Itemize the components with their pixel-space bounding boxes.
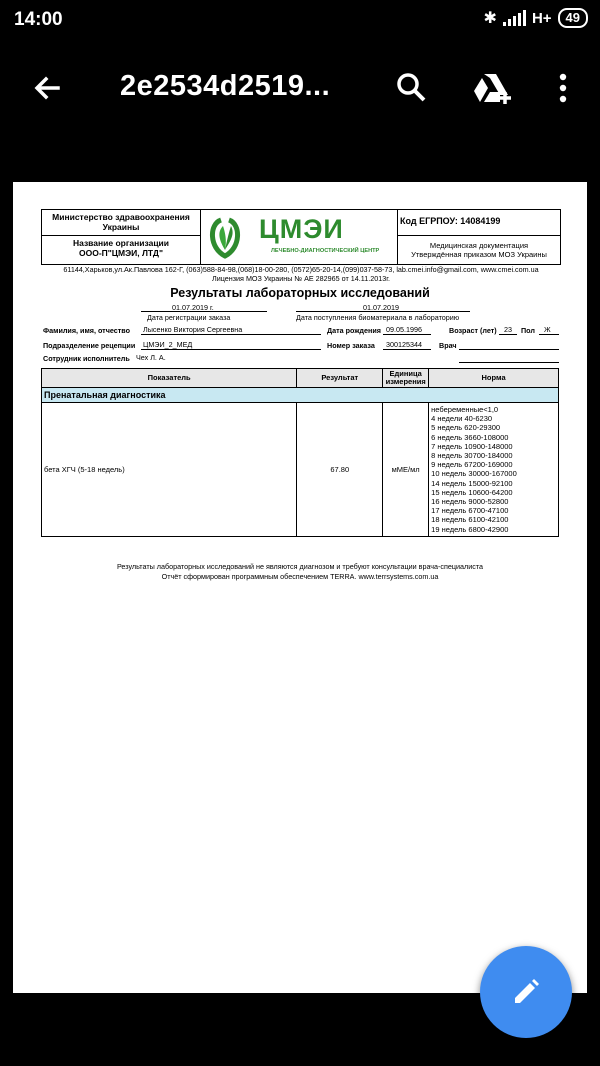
sex-value: Ж (544, 325, 551, 334)
norm-item: 10 недель 30000-167000 (431, 469, 517, 479)
birth-date: 09.05.1996 (386, 325, 422, 334)
battery-level: 49 (565, 10, 580, 25)
birth-label: Дата рождения (327, 326, 381, 335)
document-header (41, 209, 561, 265)
col-header-norm: Норма (429, 369, 559, 388)
add-to-drive-icon[interactable] (470, 68, 514, 108)
norm-item: 5 недель 620-29300 (431, 423, 501, 433)
order-number: 300125344 (386, 340, 422, 349)
more-options-icon[interactable] (548, 68, 578, 108)
app-bar (0, 40, 600, 136)
pencil-icon (510, 976, 542, 1008)
dept-label: Подразделение рецепции (43, 341, 136, 350)
header-code-column (398, 210, 560, 264)
signature-line (459, 362, 559, 363)
fio-label: Фамилия, имя, отчество (43, 326, 131, 335)
bluetooth-icon: ✱ (483, 10, 497, 27)
dept-value: ЦМЭИ_2_МЕД (143, 340, 193, 349)
reg-date-label: Дата регистрации заказа (147, 313, 231, 322)
unit-value: мМЕ/мл (383, 403, 429, 537)
document-footer (13, 562, 587, 582)
age-line (499, 334, 517, 335)
norm-item: 17 недель 6700-47100 (431, 506, 509, 516)
result-value: 67.80 (297, 403, 383, 537)
norm-item: 4 недели 40-6230 (431, 414, 493, 424)
org-name: ООО-П"ЦМЭИ, ЛТД" (78, 248, 163, 258)
patient-name: Лысенко Виктория Сергеевна (143, 325, 243, 334)
approved-label: Утверждённая приказом МОЗ Украины (411, 250, 547, 259)
col-header-unit: Единица измерения (383, 369, 429, 388)
license-line: Лицензия МОЗ Украины № АЕ 282965 от 14.11.2013г. (212, 274, 390, 283)
edit-button[interactable] (480, 946, 572, 1038)
org-label: Название организации (72, 238, 169, 248)
sex-line (539, 334, 559, 335)
back-arrow-icon[interactable] (28, 68, 68, 108)
disclaimer-text: Результаты лабораторных исследований не являются диагнозом и требуют консультации врача-специалиста (116, 562, 484, 571)
staff-value: Чех Л. А. (136, 353, 166, 362)
ministry-name: Министерство здравоохранения Украины (42, 210, 200, 236)
norm-item: 19 недель 6800-42900 (431, 524, 509, 534)
norm-item: 16 недель 9000-52800 (431, 497, 509, 507)
clinic-logo (201, 210, 398, 264)
status-bar (0, 0, 600, 40)
header-org-column (42, 210, 201, 264)
norm-item: 8 недель 30700-184000 (431, 451, 513, 461)
results-table (41, 368, 559, 537)
battery-icon (558, 8, 588, 28)
software-credit: Отчёт сформирован программным обеспечением TERRA. www.terrsystems.com.ua (161, 572, 439, 581)
norm-list (429, 403, 559, 537)
norm-item: 6 недель 3660-108000 (431, 432, 509, 442)
address-line: 61144,Харьков,ул.Ак.Павлова 162-Г, (063)588-84-98,(068)18-00-280, (0572)65-20-14,(099)037-58-73, lab.cmei.info@gmail.com, www.cmei.com.ua (63, 265, 539, 274)
doctor-label: Врач (439, 341, 457, 350)
logo-name: ЦМЭИ (259, 214, 344, 244)
search-icon[interactable] (392, 68, 432, 108)
status-icons (484, 8, 588, 28)
norm-item: 7 недель 10900-148000 (431, 441, 513, 451)
section-title: Пренатальная диагностика (42, 388, 559, 403)
document-page[interactable] (13, 182, 587, 993)
document-title: Результаты лабораторных исследований (170, 286, 430, 300)
network-type: H+ (531, 9, 552, 27)
dept-line (141, 349, 321, 350)
reg-date: 01.07.2019 г. (172, 303, 214, 312)
age-label: Возраст (лет) (449, 326, 497, 335)
med-doc-label: Медицинская документация (429, 241, 529, 250)
reg-date-line (141, 311, 267, 312)
bio-date-label: Дата поступления биоматериала в лабораторию (296, 313, 460, 322)
norm-item: 18 недель 6100-42100 (431, 515, 509, 525)
norm-item: 9 недель 67200-169000 (431, 460, 513, 470)
section-row (42, 388, 559, 403)
col-header-result: Результат (297, 369, 383, 388)
order-line (383, 349, 431, 350)
norm-item: 14 недель 15000-92100 (431, 478, 513, 488)
edrpou-code: Код ЕГРПОУ: 14084199 (398, 210, 560, 236)
clinic-address (41, 265, 561, 283)
norm-item: небеременные<1,0 (431, 405, 499, 414)
order-label: Номер заказа (327, 341, 375, 350)
norm-item: 15 недель 10600-64200 (431, 487, 513, 497)
bio-date-line (296, 311, 470, 312)
age-value: 23 (504, 325, 512, 334)
fio-line (141, 334, 321, 335)
col-header-indicator: Показатель (42, 369, 297, 388)
doctor-line (459, 349, 559, 350)
file-title: 2e2534d2519... (120, 70, 331, 102)
bio-date: 01.07.2019 (363, 303, 399, 312)
sex-label: Пол (521, 326, 535, 335)
indicator-name: бета ХГЧ (5-18 недель) (42, 403, 297, 537)
staff-label: Сотрудник исполнитель (43, 354, 130, 363)
birth-line (383, 334, 431, 335)
table-header-row (42, 369, 559, 388)
logo-subtitle: ЛЕЧЕБНО-ДИАГНОСТИЧЕСКИЙ ЦЕНТР (271, 248, 380, 254)
signal-icon (503, 10, 526, 26)
table-row (42, 403, 559, 537)
status-time: 14:00 (14, 9, 63, 30)
